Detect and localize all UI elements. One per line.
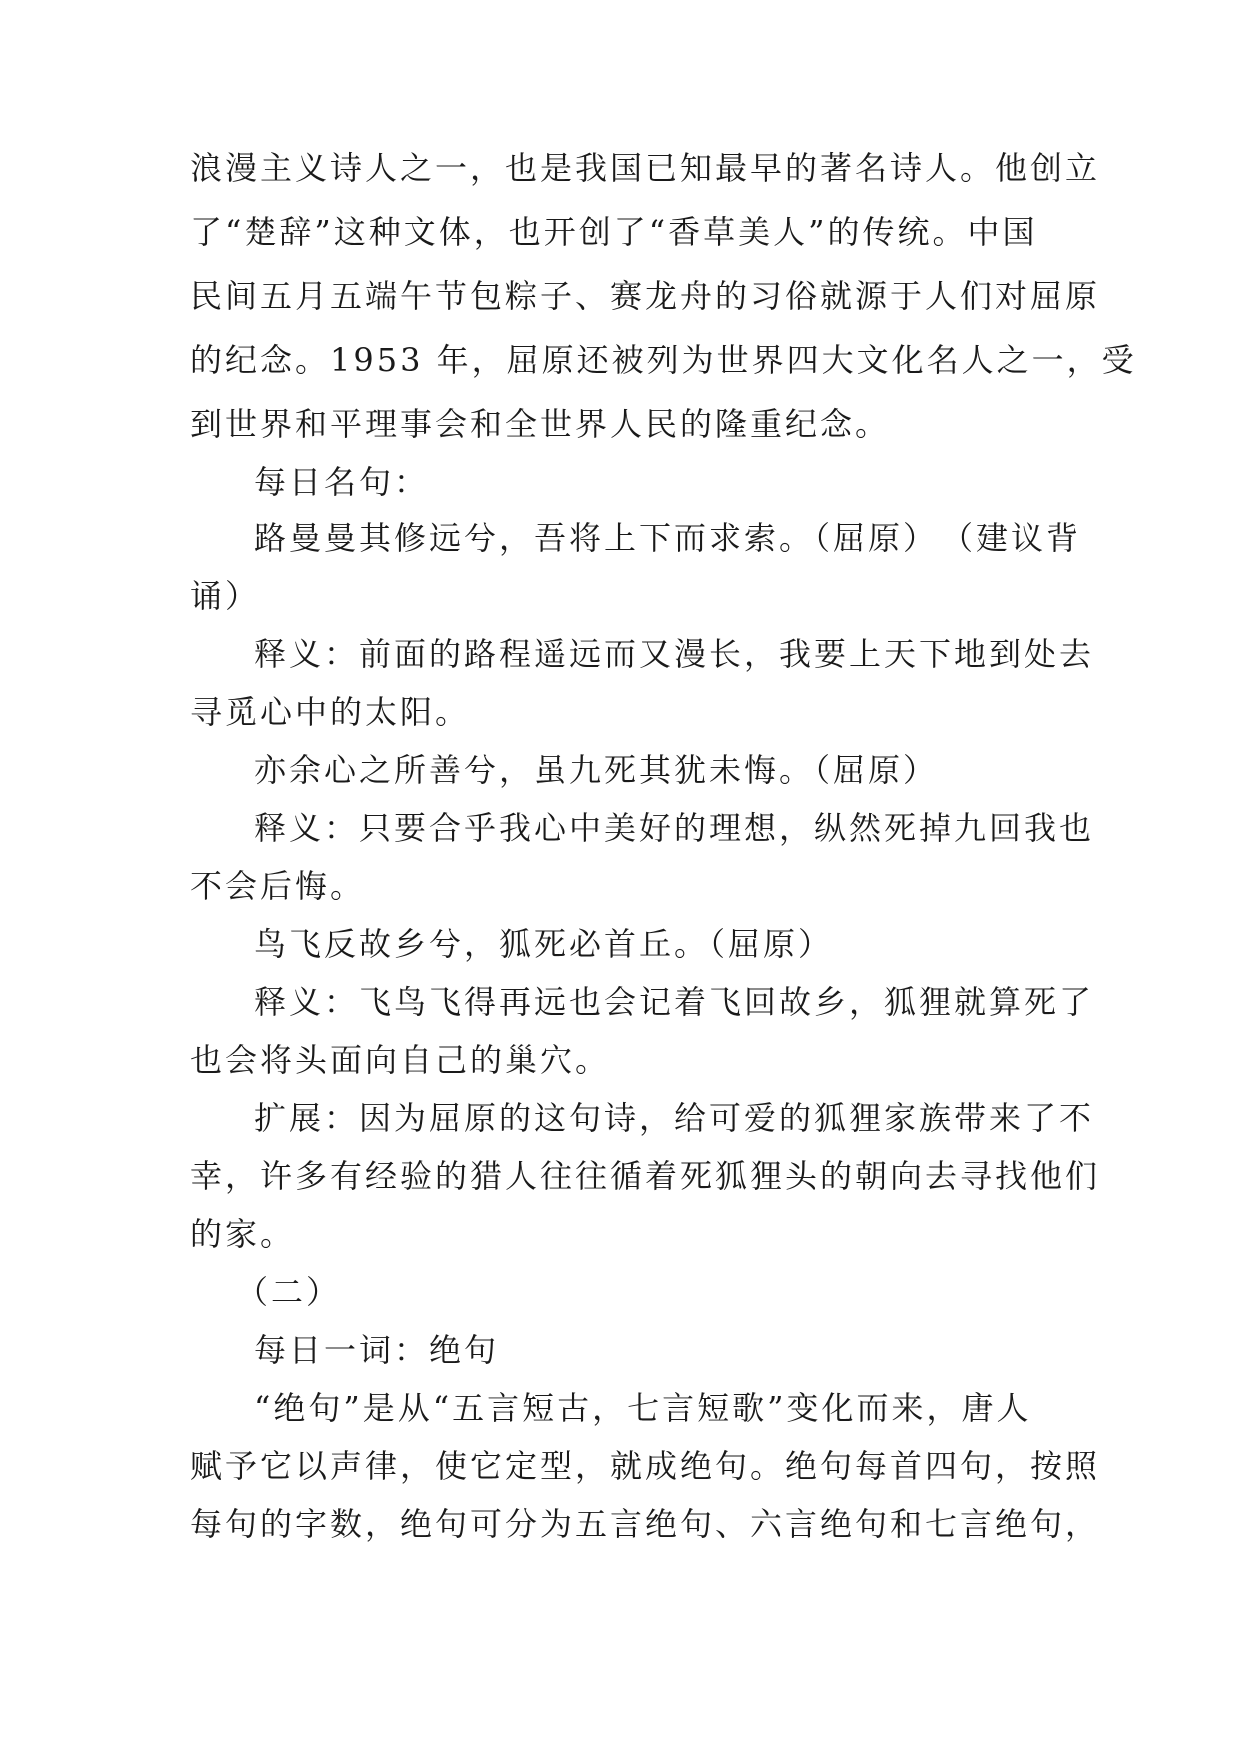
section-number: （二）	[236, 1273, 342, 1311]
explanation-line: 释义：只要合乎我心中美好的理想，纵然死掉九回我也	[254, 809, 1095, 847]
text-line: 到世界和平理事会和全世界人民的隆重纪念。	[190, 405, 891, 443]
text-line: 不会后悔。	[190, 867, 366, 905]
quote-line: 亦余心之所善兮，虽九死其犹未悔。（屈原）	[254, 751, 939, 789]
text-line: 幸，许多有经验的猎人往往循着死狐狸头的朝向去寻找他们	[190, 1157, 1101, 1195]
text-line: 了“楚辞”这种文体，也开创了“香草美人”的传统。中国	[190, 213, 1038, 251]
text-line: 赋予它以声律，使它定型，就成绝句。绝句每首四句，按照	[190, 1447, 1101, 1485]
text-line: 的家。	[190, 1215, 296, 1253]
text-line: 的纪念。1953 年，屈原还被列为世界四大文化名人之一，受	[190, 341, 1137, 379]
explanation-line: 释义：飞鸟飞得再远也会记着飞回故乡，狐狸就算死了	[254, 983, 1095, 1021]
quote-line: 路曼曼其修远兮，吾将上下而求索。（屈原） （建议背	[254, 519, 1082, 557]
extension-line: 扩展：因为屈原的这句诗，给可爱的狐狸家族带来了不	[254, 1099, 1095, 1137]
text-line: 每句的字数，绝句可分为五言绝句、六言绝句和七言绝句，	[190, 1505, 1101, 1543]
text-line: 寻觅心中的太阳。	[190, 693, 471, 731]
explanation-line: 释义：前面的路程遥远而又漫长，我要上天下地到处去	[254, 635, 1095, 673]
quote-line: 鸟飞反故乡兮，狐死必首丘。（屈原）	[254, 925, 834, 963]
text-line: 民间五月五端午节包粽子、赛龙舟的习俗就源于人们对屈原	[190, 277, 1101, 315]
text-line: 浪漫主义诗人之一，也是我国已知最早的著名诗人。他创立	[190, 149, 1101, 187]
section-heading: 每日名句：	[254, 463, 430, 501]
text-line: “绝句”是从“五言短古，七言短歌”变化而来，唐人	[254, 1389, 1032, 1427]
text-line: 诵）	[190, 577, 261, 615]
text-line: 也会将头面向自己的巢穴。	[190, 1041, 611, 1079]
section-heading: 每日一词：绝句	[254, 1331, 500, 1369]
